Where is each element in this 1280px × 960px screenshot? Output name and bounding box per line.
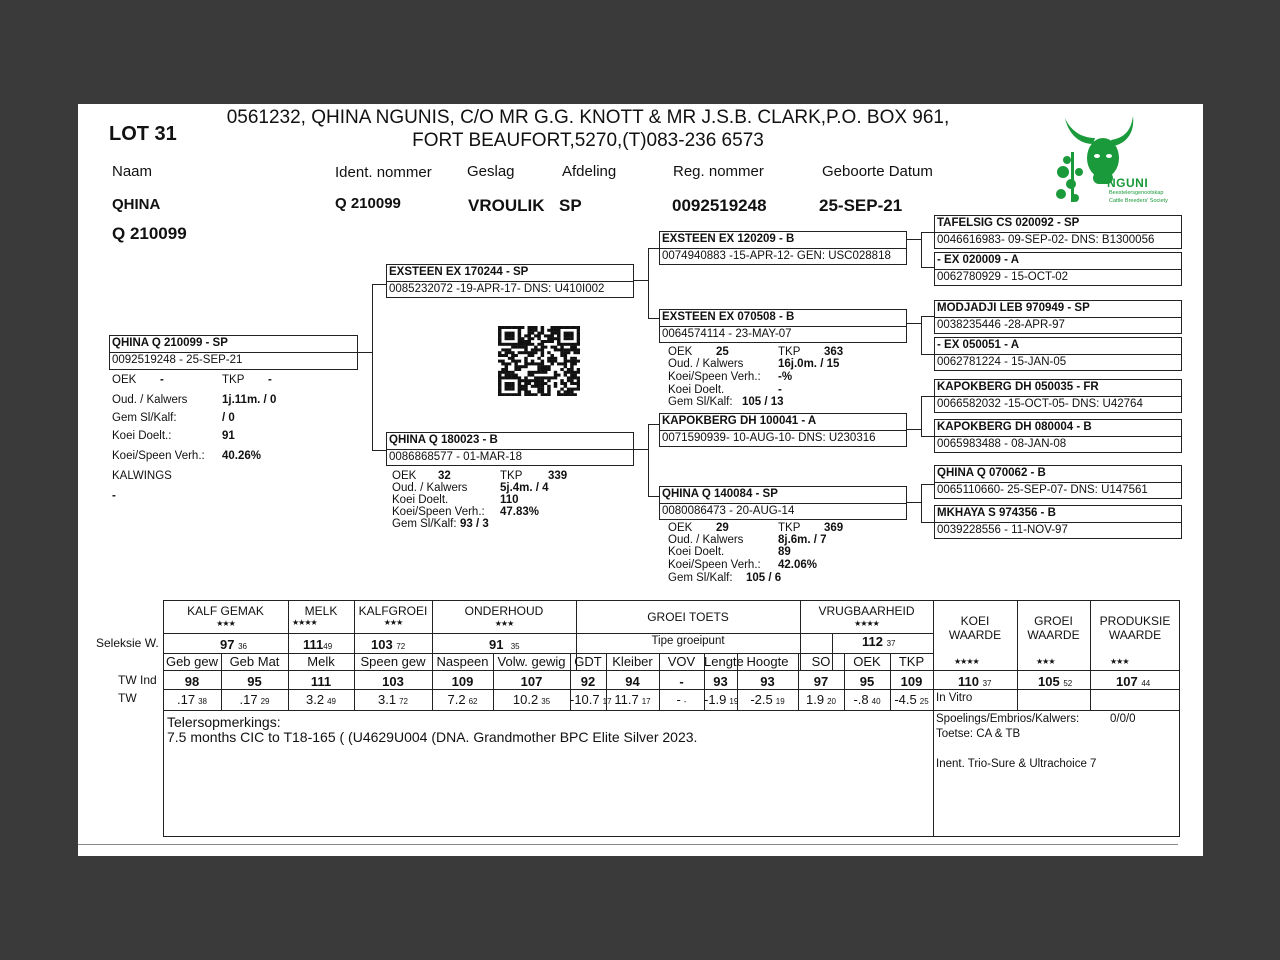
- stars-koei-waarde: ★★★★: [954, 657, 979, 666]
- ident-value: Q 210099: [335, 195, 401, 212]
- sel-onderhoud: 91 35: [489, 637, 520, 652]
- sire-dam-oek: 25: [716, 346, 729, 358]
- col-header: OEK: [853, 654, 881, 669]
- sire-dam-speen-label: Koei/Speen Verh.:: [668, 371, 761, 383]
- dam-dam-speen-label: Koei/Speen Verh.:: [668, 559, 761, 571]
- spoelings-value: 0/0/0: [1110, 713, 1136, 725]
- twind-label: TW Ind: [118, 673, 157, 687]
- dam-dam-tkp-label: TKP: [778, 522, 801, 534]
- gen3-reg-1: 0046616983- 09-SEP-02- DNS: B1300056: [937, 234, 1155, 246]
- dam-dam-speen: 42.06%: [778, 559, 818, 571]
- twind-value: -: [679, 674, 684, 689]
- gen3-name-1: TAFELSIG CS 020092 - SP: [937, 217, 1080, 229]
- tw-value: [288, 692, 354, 707]
- tw-value-accuracy: 40: [871, 697, 881, 706]
- tw-value: [493, 692, 570, 707]
- col-header: Geb gew: [165, 654, 219, 669]
- group-onderhoud: ONDERHOUD: [464, 604, 544, 618]
- dam-dam-gem: 105 / 6: [746, 572, 782, 584]
- tw-value-number: 1.9: [806, 692, 825, 707]
- group-kalf-gemak: KALF GEMAK: [187, 604, 264, 618]
- tw-value-accuracy: 72: [399, 697, 408, 706]
- col-header: SO: [811, 654, 831, 669]
- animal-gem: / 0: [222, 412, 235, 424]
- tw-value-number: 11.7: [614, 692, 639, 707]
- col-header: Melk: [307, 654, 335, 669]
- sel-vrugbaarheid: 112 37: [862, 634, 896, 649]
- sire-dam-gem: 105 / 13: [742, 396, 784, 408]
- twind-value: 93: [760, 674, 775, 689]
- address-line-1: 0561232, QHINA NGUNIS, C/O MR G.G. KNOTT & MR J.S.B. CLARK,P.O. BOX 961,: [226, 107, 950, 128]
- twind-value: 94: [625, 674, 640, 689]
- twind-value: 92: [580, 674, 596, 689]
- gen3-name-5: KAPOKBERG DH 050035 - FR: [937, 381, 1099, 393]
- tw-value-accuracy: 25: [919, 697, 929, 706]
- dam-speen-label: Koei/Speen Verh.:: [392, 506, 485, 518]
- logo-word: NGUNI: [1107, 176, 1149, 190]
- tw-value-number: -2.5: [750, 692, 773, 707]
- sire-dam-tkp: 363: [824, 346, 844, 358]
- stars-groei-waarde: ★★★: [1036, 657, 1055, 666]
- group-melk: MELK: [304, 604, 338, 618]
- tw-value-number: .17: [177, 692, 196, 707]
- group-koei-waarde: KOEI WAARDE: [948, 614, 1002, 642]
- tw-value-number: 3.1: [378, 692, 397, 707]
- ident-repeat: Q 210099: [112, 224, 187, 243]
- seleksie-label: Seleksie W.: [96, 636, 159, 650]
- gen3-name-6: KAPOKBERG DH 080004 - B: [937, 421, 1092, 433]
- dam-reg: 0086868577 - 01-MAR-18: [389, 451, 522, 463]
- dam-name: QHINA Q 180023 - B: [389, 434, 498, 446]
- tw-value-accuracy: 19: [775, 697, 785, 706]
- tw-value-number: -: [676, 692, 681, 707]
- gen3-reg-6: 0065983488 - 08-JAN-08: [937, 438, 1067, 450]
- dam-dam-reg: 0080086473 - 20-AUG-14: [662, 505, 795, 517]
- sel-kalfgroei: 103 72: [371, 637, 406, 652]
- twind-value: 97: [813, 674, 829, 689]
- group-kalfgroei: KALFGROEI: [358, 604, 428, 618]
- kalwings-label: KALWINGS: [112, 470, 172, 482]
- dam-tkp: 339: [548, 470, 568, 482]
- dam-gem: 93 / 3: [460, 518, 489, 530]
- group-groei-waarde: GROEI WAARDE: [1027, 614, 1080, 642]
- animal-gem-label: Gem Sl/Kalf:: [112, 412, 177, 424]
- naam-label: Naam: [112, 163, 153, 180]
- twind-produksie-waarde: 107 44: [1116, 674, 1151, 689]
- animal-oek-label: OEK: [112, 374, 137, 386]
- dam-sire-reg: 0071590939- 10-AUG-10- DNS: U230316: [662, 432, 876, 444]
- col-header: Speen gew: [360, 654, 426, 669]
- col-header: Geb Mat: [229, 654, 280, 669]
- tw-value-accuracy: -: [683, 697, 687, 706]
- sel-kalf-gemak: 97 36: [220, 637, 247, 652]
- animal-tkp-label: TKP: [222, 374, 245, 386]
- tw-value: [737, 692, 798, 707]
- tw-value-number: 10.2: [512, 692, 539, 707]
- gen3-reg-5: 0066582032 -15-OCT-05- DNS: U42764: [937, 398, 1143, 410]
- dam-dam-oud: 8j.6m. / 7: [778, 534, 827, 546]
- sire-dam-koei-label: Koei Doelt.: [668, 384, 725, 396]
- tipe-groeipunt: Tipe groeipunt: [651, 635, 725, 647]
- dam-dam-oud-label: Oud. / Kalwers: [668, 534, 744, 546]
- col-header: Hoogte: [746, 654, 789, 669]
- gen3-name-7: QHINA Q 070062 - B: [937, 467, 1046, 479]
- tw-value-accuracy: 20: [827, 697, 836, 706]
- dam-sire-name: KAPOKBERG DH 100041 - A: [662, 415, 817, 427]
- gen3-reg-8: 0039228556 - 11-NOV-97: [937, 524, 1068, 536]
- naam-value: QHINA: [112, 196, 161, 213]
- dam-dam-oek-label: OEK: [668, 522, 693, 534]
- dam-dam-name: QHINA Q 140084 - SP: [662, 488, 778, 500]
- afdeling-label: Afdeling: [562, 163, 617, 180]
- tw-value: [354, 692, 432, 707]
- stars-produksie-waarde: ★★★: [1110, 657, 1129, 666]
- sire-dam-oud-label: Oud. / Kalwers: [668, 358, 744, 370]
- gen3-reg-4: 0062781224 - 15-JAN-05: [937, 356, 1067, 368]
- animal-reg: 0092519248 - 25-SEP-21: [112, 354, 243, 366]
- dam-dam-gem-label: Gem Sl/Kalf:: [668, 572, 733, 584]
- animal-oek: -: [160, 374, 164, 386]
- spoelings-label: Spoelings/Embrios/Kalwers:: [936, 713, 1080, 725]
- twind-value: 95: [859, 674, 875, 689]
- sire-name: EXSTEEN EX 170244 - SP: [389, 266, 529, 278]
- tw-value: [659, 692, 704, 707]
- sire-reg: 0085232072 -19-APR-17- DNS: U410I002: [389, 283, 605, 295]
- twind-value: 109: [451, 674, 474, 689]
- tw-value: [798, 692, 844, 707]
- dam-speen: 47.83%: [500, 506, 540, 518]
- geboorte-label: Geboorte Datum: [822, 163, 933, 180]
- tw-value-number: -.8: [853, 692, 869, 707]
- tw-value-accuracy: 62: [468, 697, 478, 706]
- tw-value: [844, 692, 890, 707]
- dam-tkp-label: TKP: [500, 470, 523, 482]
- tw-value-accuracy: 29: [260, 697, 270, 706]
- gen3-reg-2: 0062780929 - 15-OCT-02: [937, 271, 1069, 283]
- twind-value: 95: [247, 674, 262, 689]
- inent: Inent. Trio-Sure & Ultrachoice 7: [936, 758, 1097, 770]
- tw-value-number: -1.9: [704, 692, 727, 707]
- col-header: Kleiber: [612, 654, 653, 669]
- stars-kalfgroei: ★★★: [383, 618, 403, 627]
- stars-kalf-gemak: ★★★: [216, 619, 235, 628]
- tw-value: [890, 692, 933, 707]
- animal-koei-label: Koei Doelt.:: [112, 430, 172, 442]
- dam-gem-label: Gem Sl/Kalf:: [392, 518, 457, 530]
- logo-tagline-af: Beestelersgenootskap: [1109, 190, 1164, 196]
- sire-sire-name: EXSTEEN EX 120209 - B: [662, 233, 795, 245]
- animal-speen-label: Koei/Speen Verh.:: [112, 450, 205, 462]
- sel-melk: 11149: [303, 637, 333, 652]
- twind-value: 107: [520, 674, 543, 689]
- remarks-text: 7.5 months CIC to T18-165 ( (U4629U004 (DNA. Grandmother BPC Elite Silver 2023.: [167, 729, 698, 745]
- twind-value: 109: [900, 674, 923, 689]
- tw-value: [570, 692, 612, 707]
- sire-dam-reg: 0064574114 - 23-MAY-07: [662, 328, 792, 340]
- geslag-label: Geslag: [467, 163, 515, 180]
- dam-oek-label: OEK: [392, 470, 417, 482]
- sire-dam-oek-label: OEK: [668, 346, 693, 358]
- group-produksie-waarde: PRODUKSIE WAARDE: [1099, 614, 1171, 642]
- animal-name: QHINA Q 210099 - SP: [112, 337, 228, 349]
- dam-dam-koei-label: Koei Doelt.: [668, 546, 725, 558]
- gen3-reg-3: 0038235446 -28-APR-97: [937, 319, 1065, 331]
- ident-label: Ident. nommer: [335, 164, 432, 181]
- tw-value-number: -10.7: [570, 692, 600, 707]
- kalwings-value: -: [112, 490, 116, 502]
- animal-tkp: -: [268, 374, 272, 386]
- twind-value: 98: [184, 674, 200, 689]
- reg-label: Reg. nommer: [673, 163, 764, 180]
- in-vitro: In Vitro: [936, 692, 973, 704]
- breeding-values-grid: [78, 104, 1203, 856]
- twind-value: 111: [310, 674, 332, 689]
- tw-value: [221, 692, 288, 707]
- group-vrugbaarheid: VRUGBAARHEID: [818, 604, 915, 618]
- twind-value: 103: [382, 674, 404, 689]
- tw-value: [163, 692, 221, 707]
- tw-value: [704, 692, 737, 707]
- sire-sire-reg: 0074940883 -15-APR-12- GEN: USC028818: [662, 250, 891, 262]
- sire-dam-koei: -: [778, 384, 782, 396]
- gen3-name-3: MODJADJI LEB 970949 - SP: [937, 302, 1090, 314]
- tw-value-number: .17: [239, 692, 258, 707]
- reg-value: 0092519248: [672, 196, 767, 215]
- sire-dam-name: EXSTEEN EX 070508 - B: [662, 311, 795, 323]
- sire-dam-tkp-label: TKP: [778, 346, 801, 358]
- dam-koei-label: Koei Doelt.: [392, 494, 449, 506]
- animal-oud: 1j.11m. / 0: [222, 394, 277, 406]
- col-header: Naspeen: [436, 654, 489, 669]
- address-line-2: FORT BEAUFORT,5270,(T)083-236 6573: [412, 130, 764, 151]
- geboorte-value: 25-SEP-21: [819, 196, 903, 215]
- group-groei-toets: GROEI TOETS: [647, 610, 729, 624]
- tw-value-number: -4.5: [894, 692, 917, 707]
- gen3-name-8: MKHAYA S 974356 - B: [937, 507, 1056, 519]
- col-header: Lengte: [704, 654, 744, 669]
- col-header: Volw. gewig: [497, 654, 566, 669]
- animal-speen: 40.26%: [222, 450, 262, 462]
- dam-oek: 32: [438, 470, 451, 482]
- tw-value-accuracy: 17: [641, 697, 651, 706]
- geslag-value: VROULIK: [468, 196, 545, 215]
- lot-number: LOT 31: [109, 123, 177, 145]
- dam-dam-oek: 29: [716, 522, 729, 534]
- tw-value: [432, 692, 493, 707]
- dam-oud-label: Oud. / Kalwers: [392, 482, 468, 494]
- dam-oud: 5j.4m. / 4: [500, 482, 549, 494]
- stars-melk: ★★★★: [292, 618, 317, 627]
- sire-dam-oud: 16j.0m. / 15: [778, 358, 840, 370]
- dam-dam-koei: 89: [778, 546, 791, 558]
- gen3-name-4: - EX 050051 - A: [937, 339, 1020, 351]
- gen3-reg-7: 0065110660- 25-SEP-07- DNS: U147561: [937, 484, 1148, 496]
- tw-value-accuracy: 49: [327, 697, 336, 706]
- tw-value: [606, 692, 659, 707]
- toetse: Toetse: CA & TB: [936, 728, 1021, 740]
- twind-value: 93: [713, 674, 728, 689]
- remarks-label: Telersopmerkings:: [167, 714, 281, 730]
- animal-oud-label: Oud. / Kalwers: [112, 394, 188, 406]
- logo-tagline-en: Cattle Breeders' Society: [1109, 198, 1168, 204]
- sire-dam-gem-label: Gem Sl/Kalf:: [668, 396, 733, 408]
- stars-vrugbaarheid: ★★★★: [854, 619, 879, 628]
- tw-value-accuracy: 17: [602, 697, 612, 706]
- twind-groei-waarde: 105 52: [1038, 674, 1073, 689]
- tw-value-accuracy: 38: [198, 697, 207, 706]
- dam-dam-tkp: 369: [824, 522, 844, 534]
- lot-card: [78, 104, 1203, 856]
- afdeling-value: SP: [559, 196, 582, 215]
- tw-value-number: 7.2: [447, 692, 466, 707]
- tw-value-number: 3.2: [306, 692, 325, 707]
- dam-koei: 110: [500, 494, 519, 506]
- tw-value-accuracy: 35: [541, 697, 551, 706]
- col-header: GDT: [574, 654, 602, 669]
- animal-koei: 91: [222, 430, 235, 442]
- sire-dam-speen: -%: [778, 371, 793, 383]
- tw-label: TW: [118, 691, 137, 705]
- twind-koei-waarde: 110 37: [958, 674, 992, 689]
- gen3-name-2: - EX 020009 - A: [937, 254, 1020, 266]
- stars-onderhoud: ★★★: [494, 619, 514, 628]
- col-header: TKP: [898, 654, 925, 669]
- tw-value-accuracy: 19: [729, 697, 739, 706]
- col-header: VOV: [667, 654, 696, 669]
